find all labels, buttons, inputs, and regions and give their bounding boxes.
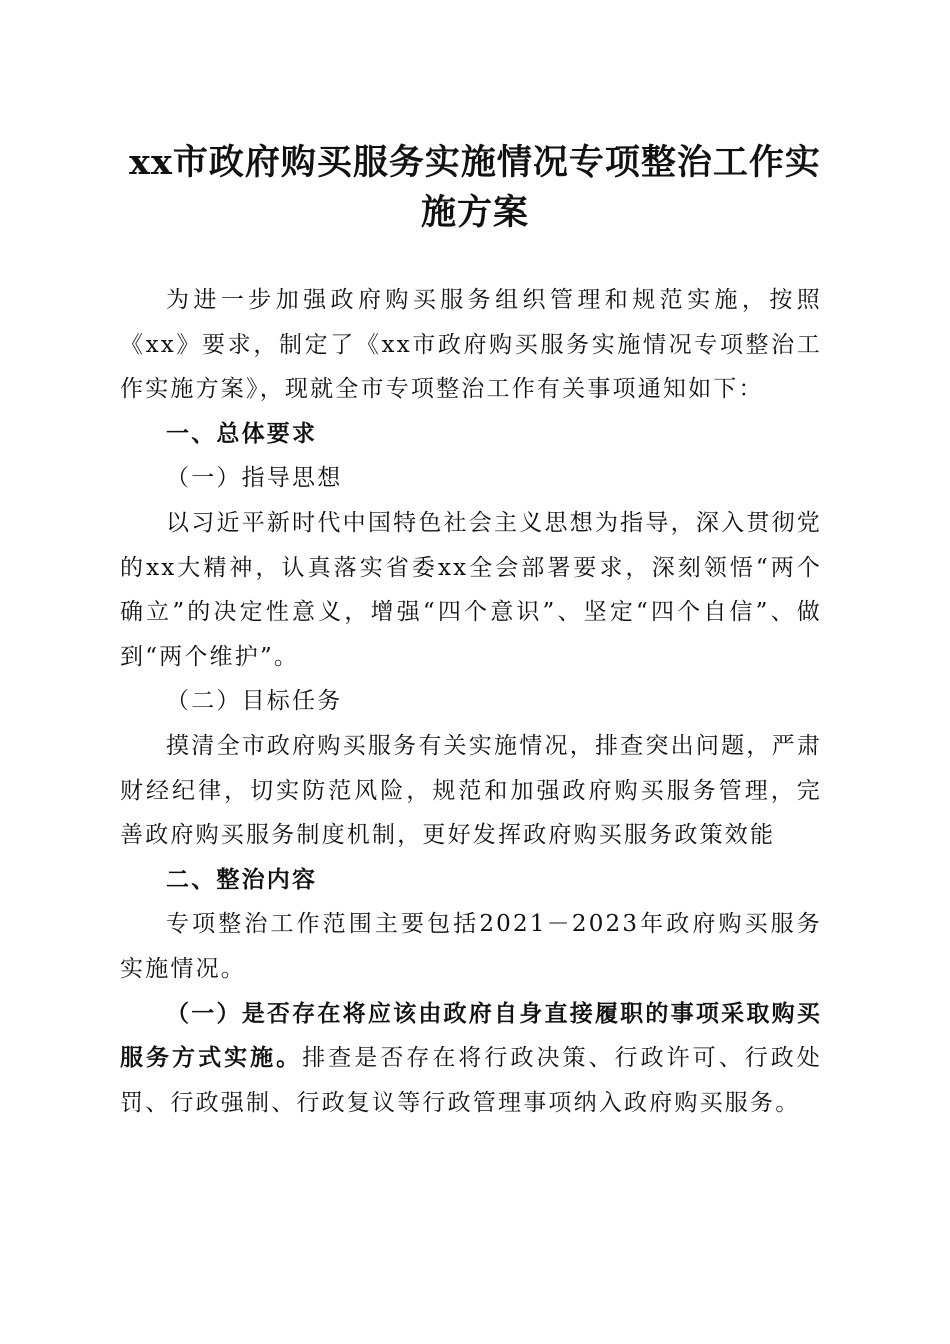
section-2-paragraph: 专项整治工作范围主要包括2021－2023年政府购买服务实施情况。 (120, 911, 822, 982)
intro-paragraph: 为进一步加强政府购买服务组织管理和规范实施，按照《xx》要求，制定了《xx市政府购买服务实施情况专项整治工作实施方案》，现就全市专项整治工作有关事项通知如下： (120, 287, 822, 403)
section-1-sub-1-heading: （一）指导思想 (166, 465, 343, 492)
title-line-2: 施方案 (420, 192, 529, 233)
section-1-sub-2-paragraph: 摸清全市政府购买服务有关实施情况，排查突出问题，严肃财经纪律，切实防范风险，规范和加强政府购买服务管理，完善政府购买服务制度机制，更好发挥政府购买服务政策效能 (120, 732, 822, 849)
section-2-heading: 二、整治内容 (166, 866, 318, 893)
document-title (100, 138, 850, 238)
section-2-item-1-text: 排查是否存在将行政决策、行政许可、行政处罚、行政强制、行政复议等行政管理事项纳入政府购买服务。 (120, 1045, 822, 1116)
document-body (120, 278, 822, 1125)
title-line-1: xx市政府购买服务实施情况专项整治工作实 (129, 142, 821, 183)
section-2-item-1-lead: （一）是否存在将应该由政府自身直接履职的事项采取购买服务方式实施。 (120, 999, 822, 1072)
section-2-item-1-paragraph (120, 992, 822, 1126)
section-1-sub-2-heading: （二）目标任务 (166, 688, 343, 715)
section-1-heading: 一、总体要求 (166, 420, 318, 447)
section-1-sub-1-paragraph: 以习近平新时代中国特色社会主义思想为指导，深入贯彻党的xx大精神，认真落实省委xx全会部署要求，深刻领悟“两个确立”的决定性意义，增强“四个意识”、坚定“四个自信”、做到“两个维护”。 (120, 509, 822, 670)
